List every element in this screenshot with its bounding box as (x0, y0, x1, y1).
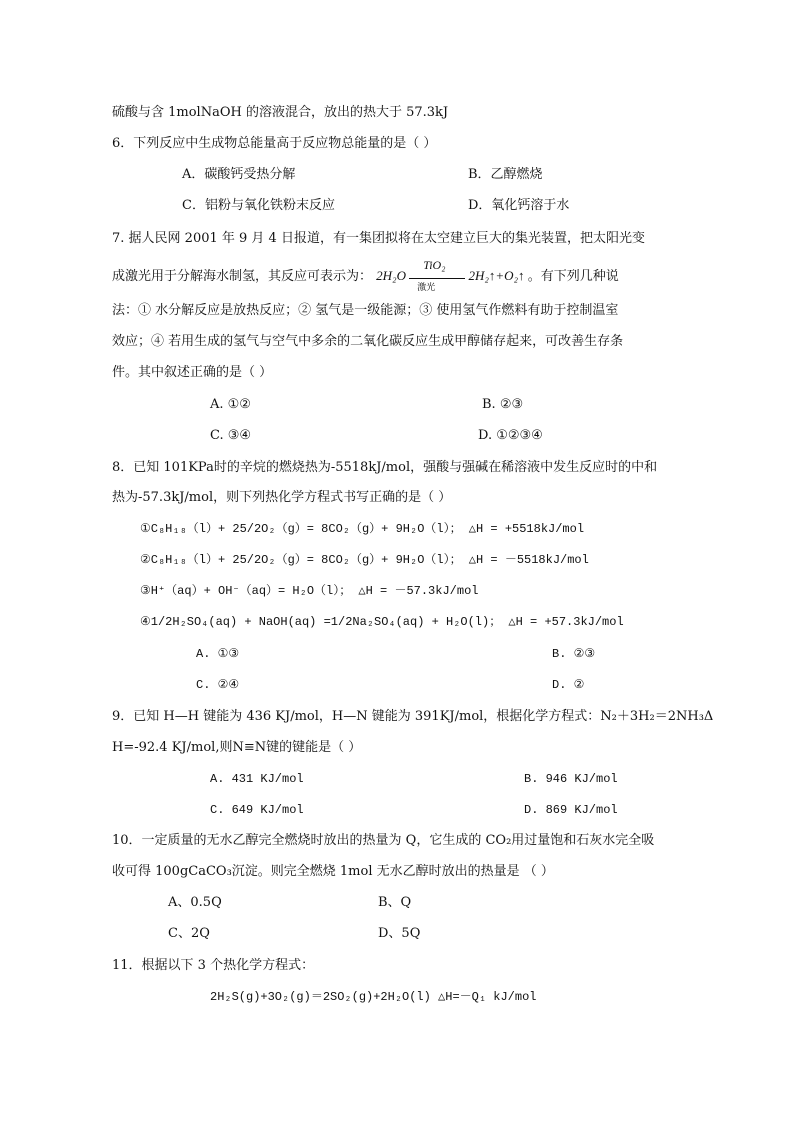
q7-option-c: C. ③④ (210, 428, 252, 443)
q9-option-b: B. 946 KJ/mol (524, 772, 618, 786)
q8-option-b: B. ②③ (552, 647, 596, 661)
equation-rhs: 2H₂↑+O₂↑ (468, 268, 525, 283)
q7-option-a: A. ①② (210, 397, 251, 412)
q7-option-d: D. ①②③④ (478, 428, 543, 443)
q8-equation-2: ②C₈H₁₈（l）+ 25/2O₂（g）= 8CO₂（g）+ 9H₂O（l）； △H = －5518kJ/mol (140, 553, 589, 567)
q7-text-after-formula: 。有下列几种说 (527, 269, 619, 284)
question-9-stem: 9．已知 H—H 键能为 436 KJ/mol，H—N 键能为 391KJ/mol，根据化学方程式：N₂＋3H₂＝2NH₃Δ (112, 709, 714, 724)
condition-label: 激光 (417, 282, 436, 293)
question-7-line-5: 件。其中叙述正确的是（ ） (112, 365, 273, 380)
q9-option-a: A. 431 KJ/mol (210, 772, 304, 786)
text-line: 硫酸与含 1molNaOH 的溶液混合，放出的热大于 57.3kJ (112, 105, 449, 120)
q9-option-c: C. 649 KJ/mol (210, 803, 304, 817)
q10-option-a: A、0.5Q (168, 895, 222, 910)
question-7-line-3: 法：① 水分解反应是放热反应；② 氢气是一级能源；③ 使用氢气作燃料有助于控制温室 (112, 303, 619, 318)
question-9-line-2: H=-92.4 KJ/mol,则N≡N键的键能是（ ） (112, 740, 362, 755)
q10-option-d: D、5Q (378, 926, 421, 941)
q6-option-a: A．碳酸钙受热分解 (182, 167, 296, 182)
q10-option-b: B、Q (378, 895, 412, 910)
q8-equation-4: ④1/2H₂SO₄(aq) + NaOH(aq) =1/2Na₂SO₄(aq) + H₂O(l)； △H = +57.3kJ/mol (140, 615, 624, 629)
q6-option-d: D．氧化钙溶于水 (468, 198, 570, 213)
question-7-line-4: 效应；④ 若用生成的氢气与空气中多余的二氧化碳反应生成甲醇储存起来，可改善生存条 (112, 334, 624, 349)
q11-equation-1: 2H₂S(g)+3O₂(g)＝2SO₂(g)+2H₂O(l) △H=－Q₁ kJ/mol (210, 990, 537, 1004)
q6-option-b: B．乙醇燃烧 (468, 167, 543, 182)
question-10-line-2: 收可得 100gCaCO₃沉淀。则完全燃烧 1mol 无水乙醇时放出的热量是 （ ） (112, 864, 554, 879)
question-8-line-2: 热为-57.3kJ/mol，则下列热化学方程式书写正确的是（ ） (112, 490, 452, 505)
equation-lhs: 2H₂O (376, 268, 406, 283)
q8-equation-3: ③H⁺（aq）+ OH⁻（aq）= H₂O（l）； △H = －57.3kJ/mol (140, 584, 479, 598)
question-10-stem: 10．一定质量的无水乙醇完全燃烧时放出的热量为 Q，它生成的 CO₂用过量饱和石灰水完全吸 (112, 833, 655, 848)
q8-option-d: D. ② (552, 678, 585, 692)
question-11-stem: 11．根据以下 3 个热化学方程式： (112, 958, 315, 973)
q7-option-b: B. ②③ (482, 397, 524, 412)
q10-option-c: C、2Q (168, 926, 210, 941)
q8-equation-1: ①C₈H₁₈（l）+ 25/2O₂（g）= 8CO₂（g）+ 9H₂O（l）； △H = +5518kJ/mol (140, 522, 585, 536)
question-8-stem: 8．已知 101KPa时的辛烷的燃烧热为-5518kJ/mol，强酸与强碱在稀溶液中发生反应时的中和 (112, 460, 658, 475)
q8-option-a: A. ①③ (196, 647, 240, 661)
q9-option-d: D. 869 KJ/mol (524, 803, 618, 817)
question-7-line-2 (112, 258, 619, 293)
catalyst-label: TiO₂ (423, 258, 446, 273)
photolysis-equation (376, 258, 528, 293)
question-6-stem: 6．下列反应中生成物总能量高于反应物总能量的是（ ） (112, 136, 437, 151)
question-7-stem: 7. 据人民网 2001 年 9 月 4 日报道，有一集团拟将在太空建立巨大的集光装置，把太阳光变 (112, 231, 645, 246)
reaction-arrow-condition (409, 258, 465, 293)
q6-option-c: C．铝粉与氧化铁粉末反应 (182, 198, 335, 213)
q8-option-c: C. ②④ (196, 678, 240, 692)
q7-text-before-formula: 成激光用于分解海水制氢，其反应可表示为： (112, 269, 373, 284)
